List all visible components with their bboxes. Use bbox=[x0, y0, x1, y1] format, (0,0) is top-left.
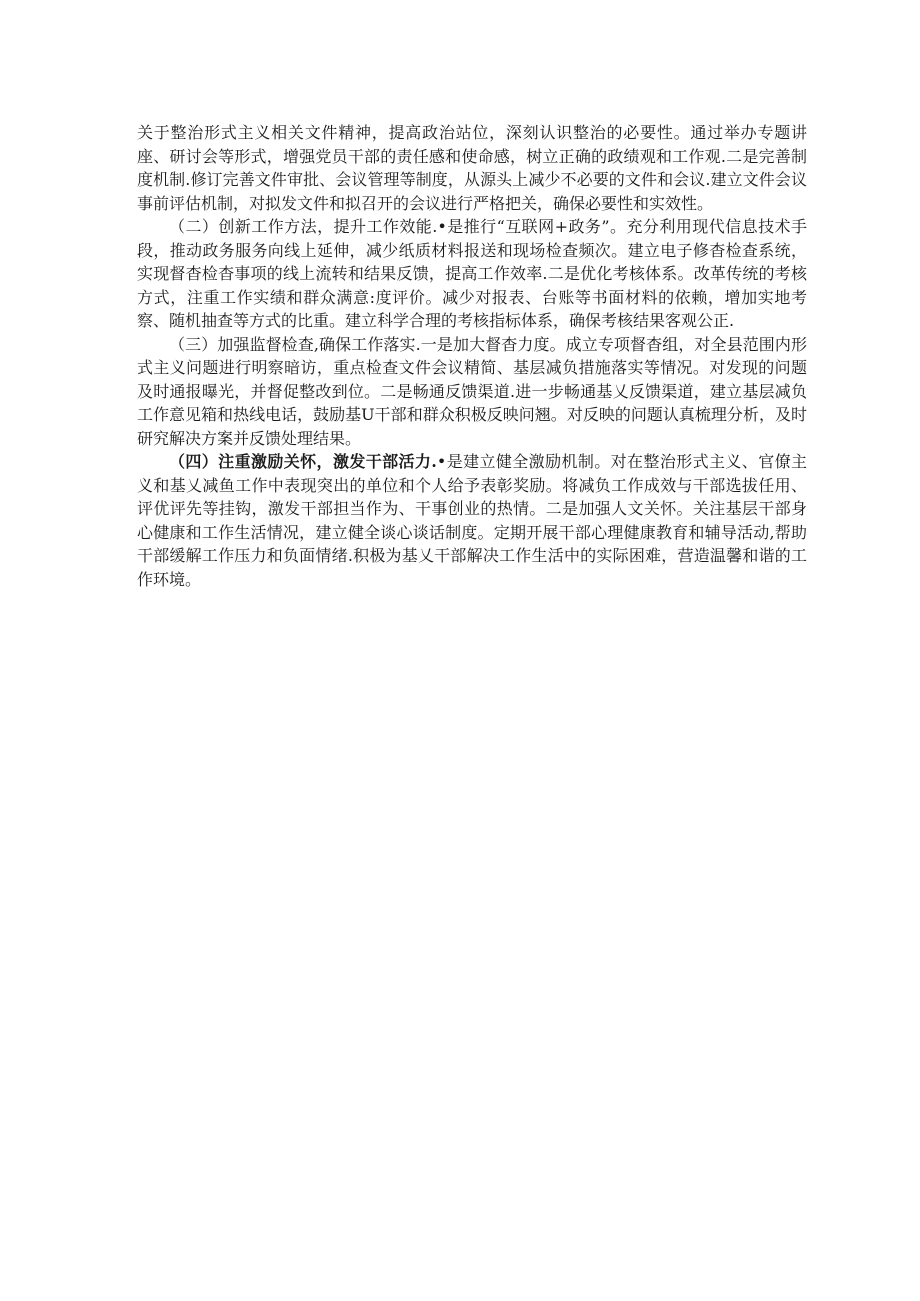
paragraph-1 bbox=[137, 121, 807, 215]
paragraph-3 bbox=[137, 333, 807, 451]
paragraph-3-text: 一是加大督杳力度。成立专项督杳组，对全县范围内形式主义问题进行明察暗访，重点检查文件会议精简、基层减负措施落实等情况。对发现的问题及时通报曝光，并督促整改到位。二是畅通反馈渠道.进一步畅通基乂反馈渠道，建立基层减负工作意见箱和热线电话，鼓励基U干部和群众积极反映问翘。对反映的问题认真梳理分析，及时研究解决方案并反馈处理结果。 bbox=[137, 334, 807, 448]
paragraph-3-heading: （三）加强监督检查,确保工作落实. bbox=[169, 334, 421, 354]
paragraph-2-heading: （二）创新工作方法，提升工作效能. bbox=[169, 217, 438, 236]
paragraph-2 bbox=[137, 215, 807, 333]
paragraph-4-heading: （四）注重激励关怀，激发干部活力. bbox=[169, 452, 437, 471]
paragraph-4 bbox=[137, 450, 807, 591]
paragraph-1-text: 关于整治形式主义相关文件精神，提高政治站位，深刻认识整治的必要性。通过举办专题讲座、研讨会等形式，增强党员干部的责任感和使命感，树立正确的政绩观和工作观.二是完善制度机制.修订完善文件审批、会议管理等制度，从源头上减少不必要的文件和会议.建立文件会议事前评估机制，对拟发文件和拟召开的会议进行严格把关，确保必要性和实效性。 bbox=[137, 123, 807, 213]
paragraph-2-text: •是推行“互联网+政务”。充分利用现代信息技术手段，推动政务服务向线上延伸，减少纸质材料报送和现场检查频次。建立电子修杳检查系统，实现督杳检杳事项的线上流转和结果反馈，提高工作效率.二是优化考核体系。改革传统的考核方式，注重工作实绩和群众满意:度评价。减少对报表、台账等书面材料的依赖，增加实地考察、随机抽查等方式的比重。建立科学合理的考核指标体系，确保考核结果客观公正. bbox=[137, 217, 807, 330]
paragraph-4-text: •是建立健全激励机制。对在整治形式主义、官僚主义和基乂减鱼工作中表现突出的单位和个人给予表彰奖励。将减负工作成效与干部选拔任用、评优评先等挂钩，激发干部担当作为、干事创业的热情。二是加强人文关怀。关注基层干部身心健康和工作生活情况，建立健全谈心谈话制度。定期开展干部心理健康教育和辅导活动,帮助干部缓解工作压力和负面情绪.积极为基乂干部解决工作生活中的实际困难，营造温馨和谐的工作环境。 bbox=[137, 452, 807, 589]
document-body bbox=[137, 121, 807, 591]
